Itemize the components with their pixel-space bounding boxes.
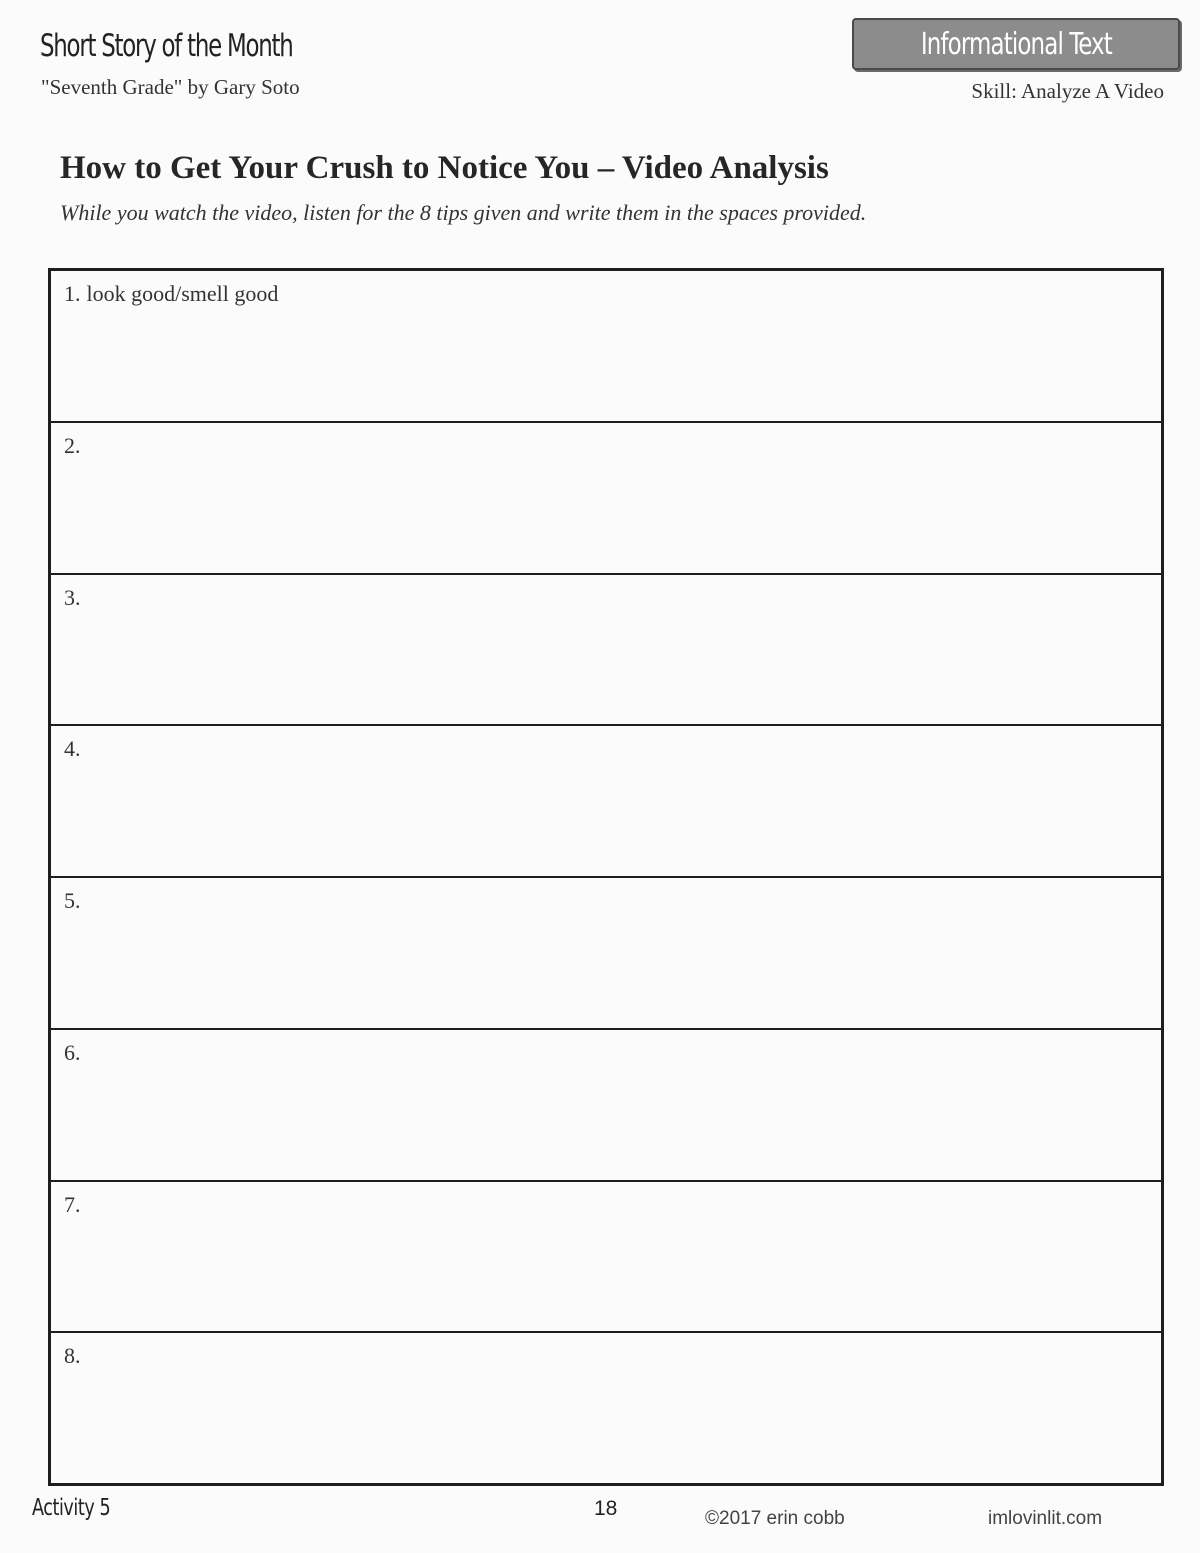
tip-number: 1.: [64, 281, 81, 306]
tip-answer: look good/smell good: [86, 281, 279, 306]
skill-label: Skill: Analyze A Video: [971, 79, 1164, 103]
category-badge-label: Informational Text: [920, 26, 1112, 62]
tip-row[interactable]: [51, 1030, 1161, 1182]
tip-row[interactable]: [51, 423, 1161, 575]
instructions: While you watch the video, listen for the 8 tips given and write them in the spaces provided.: [60, 200, 867, 225]
tip-row[interactable]: [51, 1333, 1161, 1483]
tip-number: 6.: [64, 1039, 81, 1065]
tip-number: 4.: [64, 736, 81, 762]
tip-row[interactable]: [51, 1182, 1161, 1334]
tip-number: 3.: [64, 584, 81, 610]
tip-row[interactable]: [51, 878, 1161, 1030]
story-byline: "Seventh Grade" by Gary Soto: [41, 75, 300, 99]
tip-row[interactable]: [51, 271, 1161, 423]
series-title: Short Story of the Month: [40, 28, 293, 64]
category-badge: [852, 18, 1180, 70]
tip-row[interactable]: [51, 575, 1161, 727]
copyright: ©2017 erin cobb: [705, 1508, 845, 1529]
activity-label: Activity 5: [32, 1495, 111, 1521]
website: imlovinlit.com: [988, 1508, 1103, 1529]
tip-number: 8.: [64, 1343, 81, 1369]
tip-number: 5.: [64, 888, 81, 913]
tip-number: 2.: [64, 432, 81, 458]
tip-row[interactable]: [51, 726, 1161, 878]
page-title: How to Get Your Crush to Notice You – Video Analysis: [60, 150, 829, 186]
tip-number: 7.: [64, 1191, 81, 1217]
page-number: 18: [594, 1497, 618, 1520]
tips-table: [48, 268, 1164, 1486]
